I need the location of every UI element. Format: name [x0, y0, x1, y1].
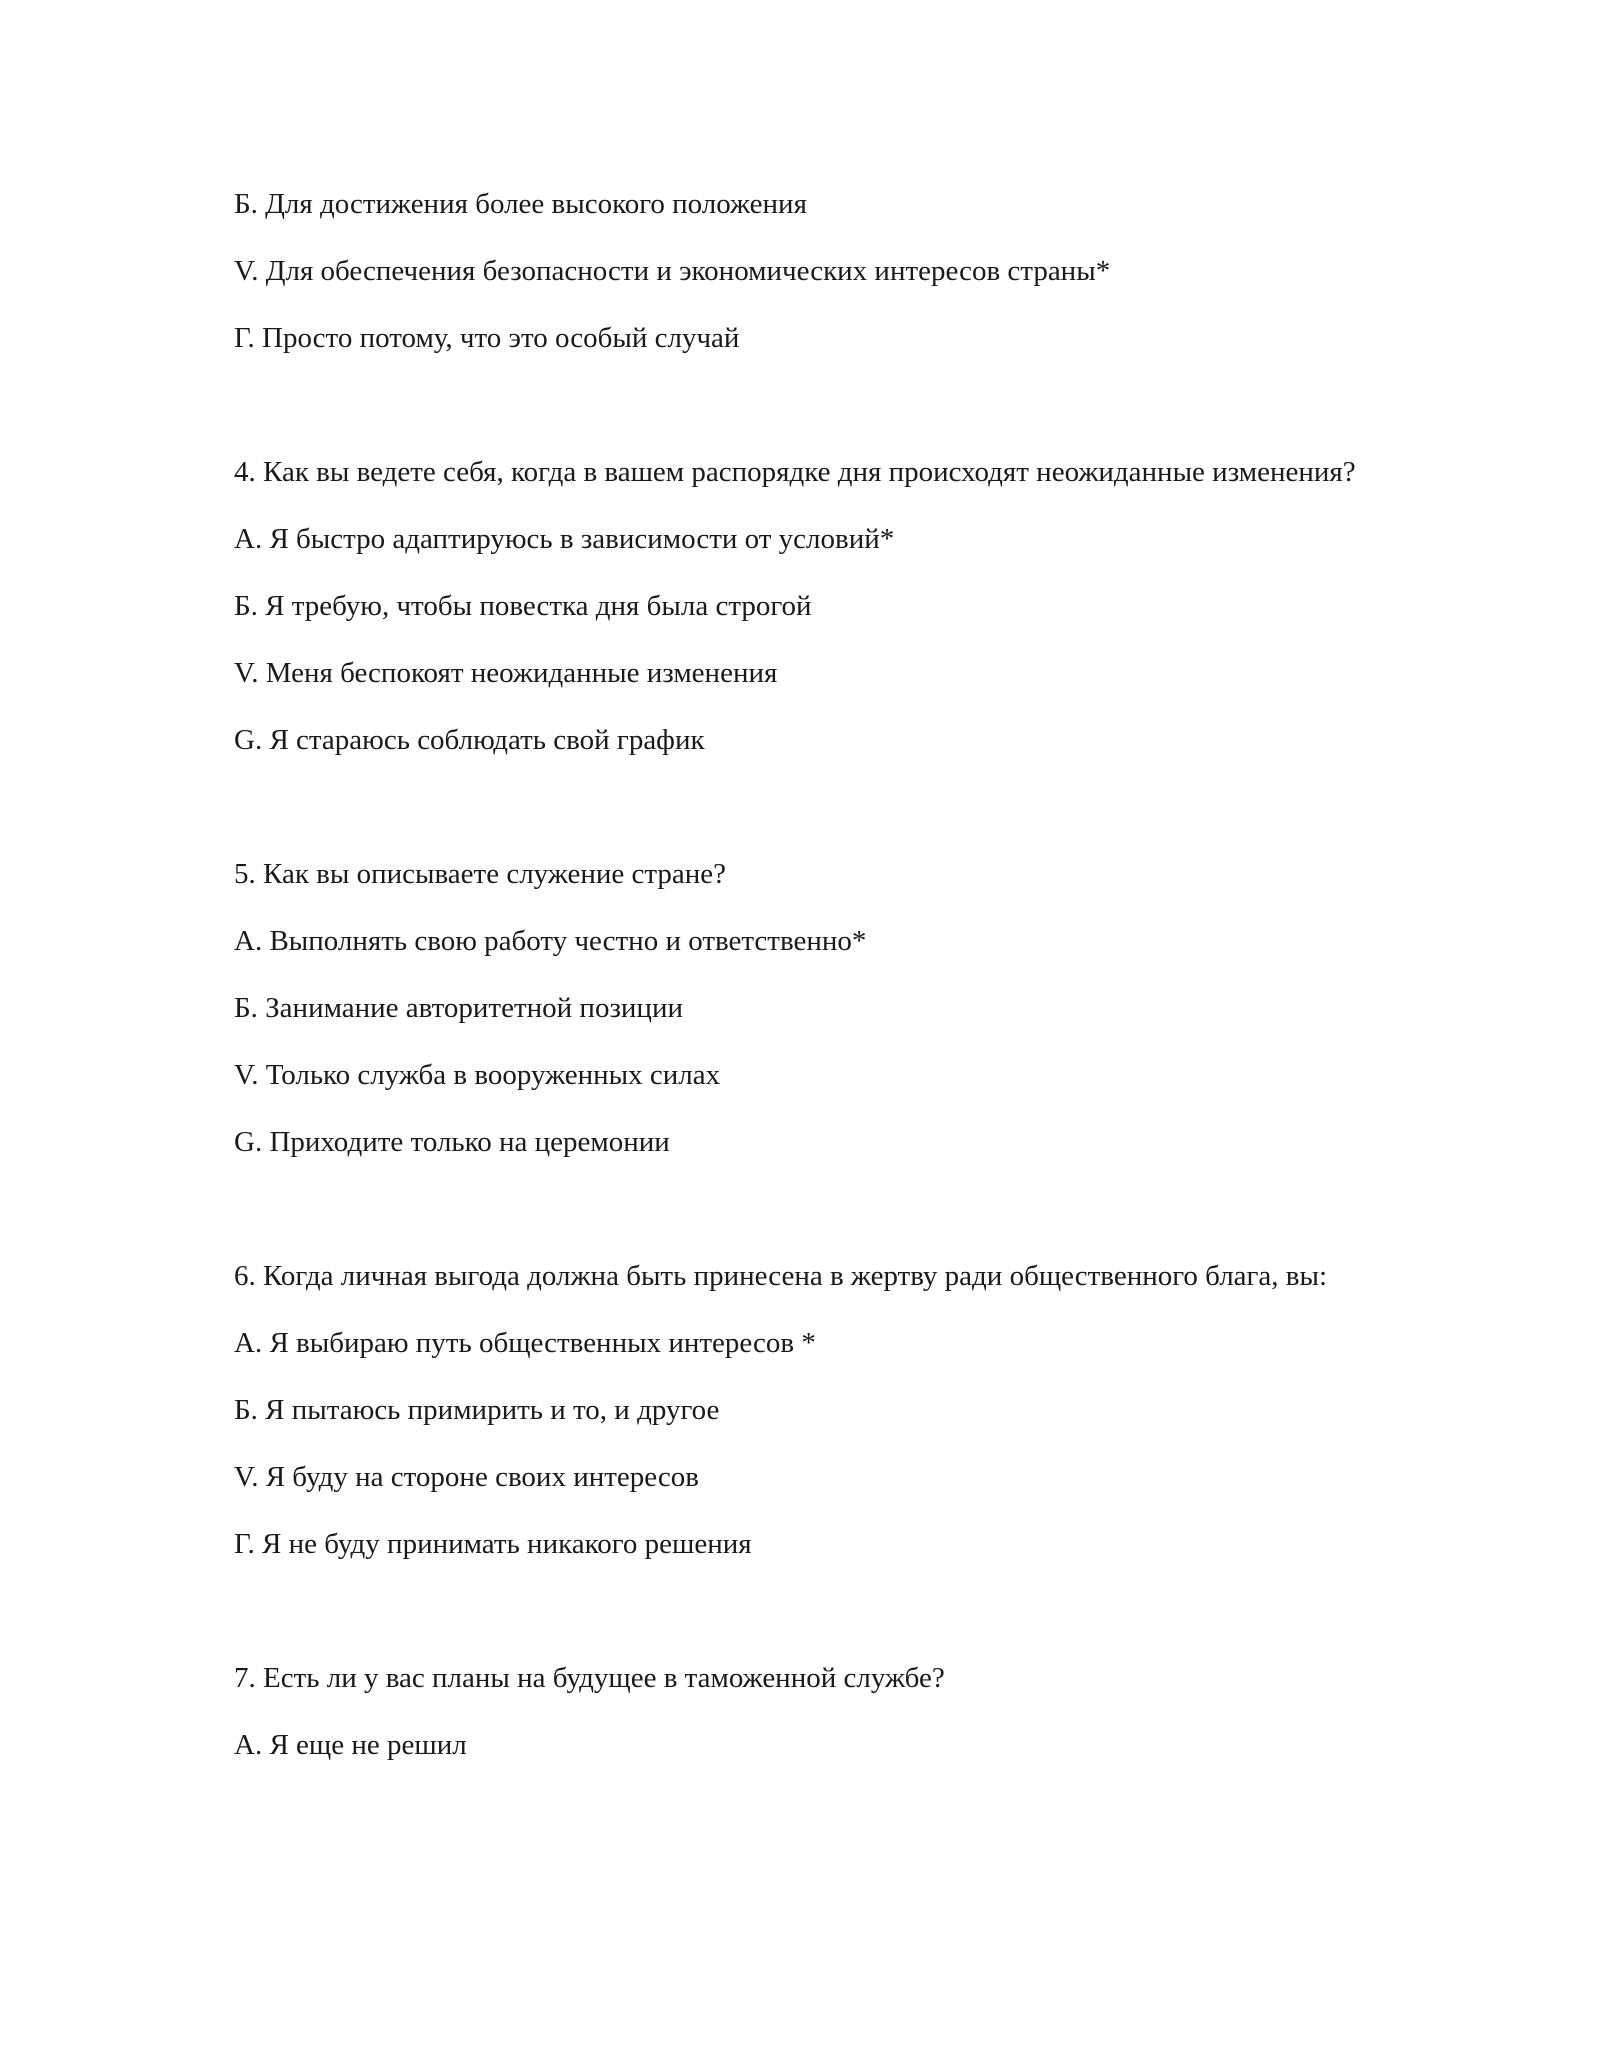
answer-option: Б. Для достижения более высокого положения [234, 188, 807, 220]
answer-option: А. Я быстро адаптируюсь в зависимости от условий* [234, 523, 895, 555]
document-content [234, 184, 1364, 1792]
answer-option: G. Приходите только на церемонии [234, 1126, 670, 1158]
answer-option: Б. Я требую, чтобы повестка дня была строгой [234, 590, 812, 622]
question-text: 7. Есть ли у вас планы на будущее в таможенной службе? [234, 1662, 945, 1694]
answer-option: А. Я еще не решил [234, 1729, 467, 1761]
question-block-5 [234, 854, 1364, 1163]
answer-option: Г. Я не буду принимать никакого решения [234, 1528, 752, 1560]
answer-option: G. Я стараюсь соблюдать свой график [234, 724, 705, 756]
answer-option: V. Для обеспечения безопасности и экономических интересов страны* [234, 255, 1111, 287]
spacer [234, 1591, 1364, 1658]
answer-option: А. Я выбираю путь общественных интересов * [234, 1327, 816, 1359]
answer-option: V. Только служба в вооруженных силах [234, 1059, 721, 1091]
answer-option: Б. Я пытаюсь примирить и то, и другое [234, 1394, 720, 1426]
spacer [234, 385, 1364, 452]
question-block-6 [234, 1256, 1364, 1565]
answer-option: V. Меня беспокоят неожиданные изменения [234, 657, 778, 689]
answer-option: Г. Просто потому, что это особый случай [234, 322, 740, 354]
answer-option: А. Выполнять свою работу честно и ответственно* [234, 925, 867, 957]
spacer [234, 787, 1364, 854]
question-block-7 [234, 1658, 1364, 1766]
spacer [234, 1189, 1364, 1256]
answer-option: V. Я буду на стороне своих интересов [234, 1461, 699, 1493]
question-text: 6. Когда личная выгода должна быть принесена в жертву ради общественного блага, вы: [234, 1260, 1328, 1292]
answer-option: Б. Занимание авторитетной позиции [234, 992, 683, 1024]
question-text: 5. Как вы описываете служение стране? [234, 858, 727, 890]
question-block-3-continued [234, 184, 1364, 359]
question-text: 4. Как вы ведете себя, когда в вашем распорядке дня происходят неожиданные изменения? [234, 456, 1356, 488]
question-block-4 [234, 452, 1364, 761]
